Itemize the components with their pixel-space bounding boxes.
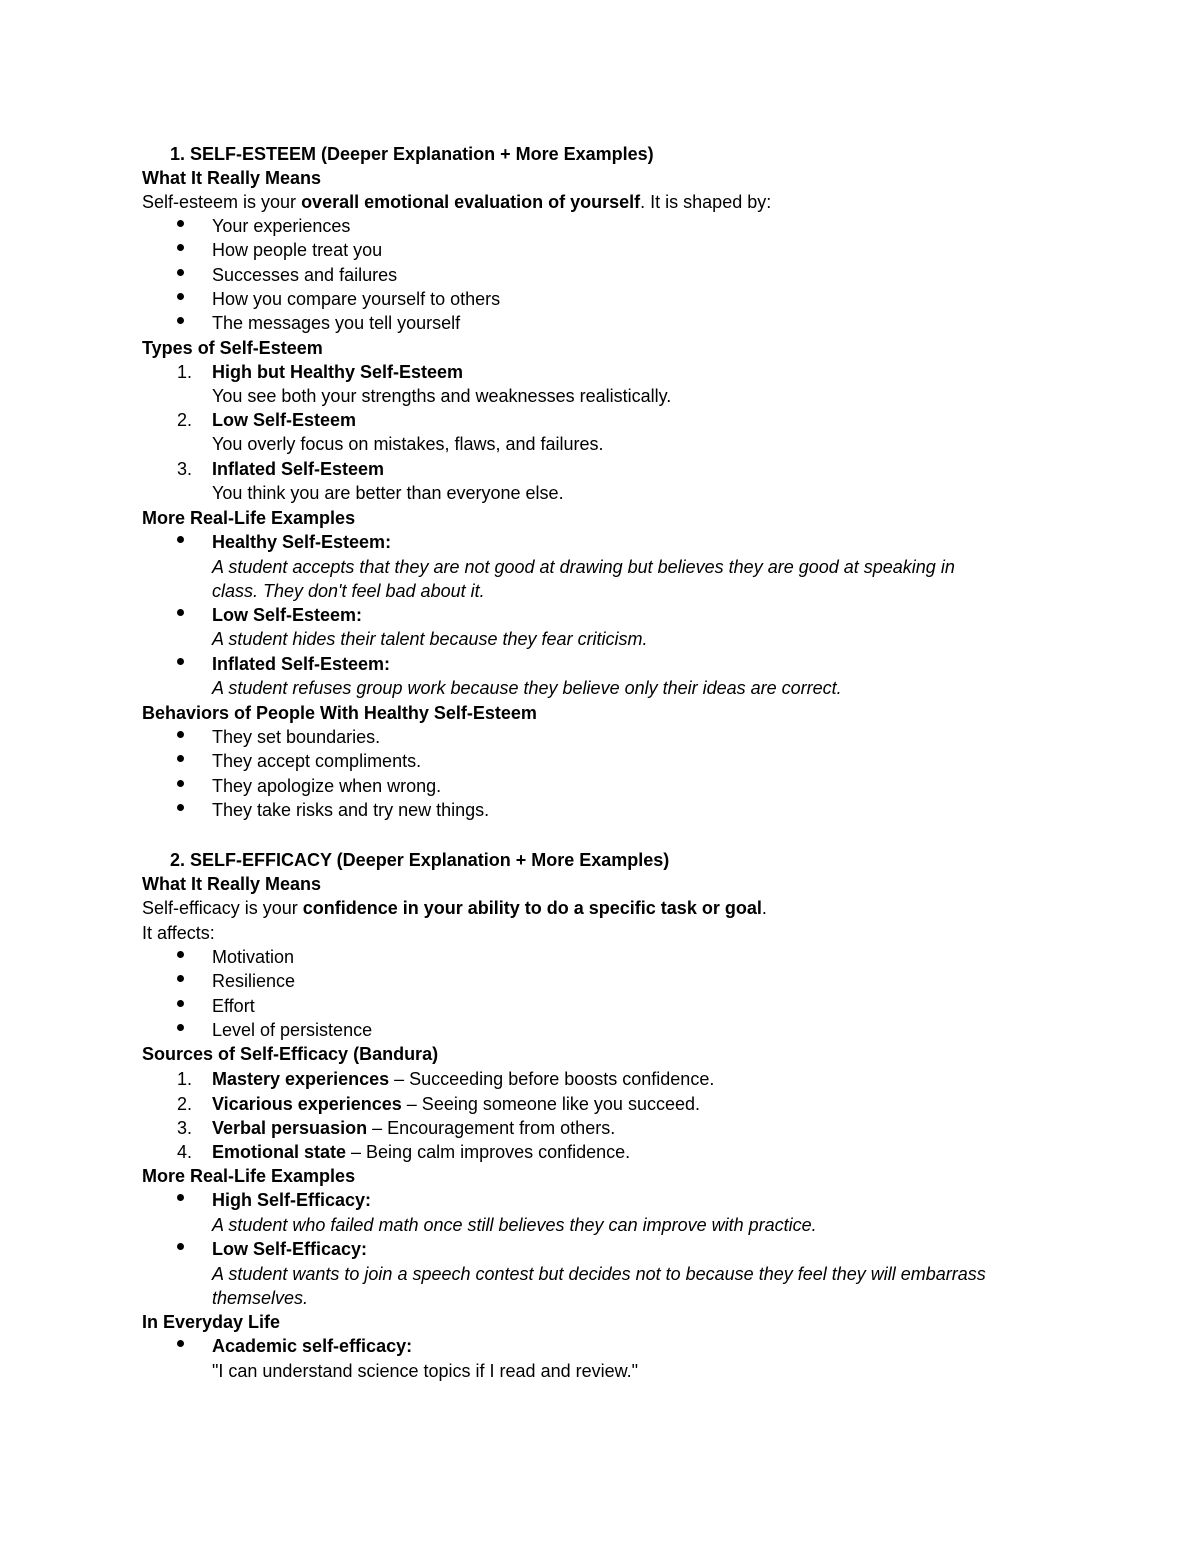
heading-what-it-means: What It Really Means bbox=[142, 168, 322, 188]
definition-text: Self-esteem is your bbox=[142, 192, 302, 212]
list-number: 4. bbox=[177, 1142, 193, 1162]
heading-sources: Sources of Self-Efficacy (Bandura) bbox=[142, 1044, 439, 1064]
list-item: They accept compliments. bbox=[212, 751, 422, 771]
heading-what-it-means: What It Really Means bbox=[142, 874, 322, 894]
type-name: High but Healthy Self-Esteem bbox=[212, 362, 464, 382]
bullet-icon bbox=[177, 951, 184, 958]
example-text: A student wants to join a speech contest but decides not to because they feel they will embarrass bbox=[212, 1264, 986, 1284]
definition-text: Self-efficacy is your bbox=[142, 898, 303, 918]
type-description: You think you are better than everyone else. bbox=[212, 483, 564, 503]
list-item: Motivation bbox=[212, 947, 295, 967]
definition-self-esteem bbox=[142, 190, 771, 214]
example-label: Low Self-Efficacy: bbox=[212, 1239, 368, 1259]
example-label: Inflated Self-Esteem: bbox=[212, 654, 391, 674]
example-text: class. They don't feel bad about it. bbox=[212, 581, 485, 601]
list-number: 3. bbox=[177, 1118, 193, 1138]
source-description: – Being calm improves confidence. bbox=[346, 1142, 631, 1162]
example-text: themselves. bbox=[212, 1288, 309, 1308]
type-name: Low Self-Esteem bbox=[212, 410, 357, 430]
bullet-icon bbox=[177, 1340, 184, 1347]
definition-emphasis: confidence in your ability to do a specific task or goal bbox=[302, 898, 762, 918]
bullet-icon bbox=[177, 780, 184, 787]
example-label: High Self-Efficacy: bbox=[212, 1190, 372, 1210]
bullet-icon bbox=[177, 1243, 184, 1250]
example-label: Healthy Self-Esteem: bbox=[212, 532, 392, 552]
list-item: Resilience bbox=[212, 971, 296, 991]
definition-emphasis: overall emotional evaluation of yourself bbox=[301, 192, 641, 212]
heading-examples: More Real-Life Examples bbox=[142, 1166, 356, 1186]
type-description: You overly focus on mistakes, flaws, and failures. bbox=[212, 434, 604, 454]
list-item: They take risks and try new things. bbox=[212, 800, 490, 820]
source-item bbox=[212, 1092, 700, 1116]
list-item: How you compare yourself to others bbox=[212, 289, 501, 309]
source-description: – Seeing someone like you succeed. bbox=[401, 1094, 700, 1114]
bullet-icon bbox=[177, 609, 184, 616]
bullet-icon bbox=[177, 1024, 184, 1031]
bullet-icon bbox=[177, 293, 184, 300]
source-name: Emotional state bbox=[212, 1142, 347, 1162]
example-text: A student hides their talent because they fear criticism. bbox=[212, 629, 648, 649]
everyday-quote: "I can understand science topics if I read and review." bbox=[212, 1361, 639, 1381]
bullet-icon bbox=[177, 536, 184, 543]
section-title-self-efficacy: 2. SELF-EFFICACY (Deeper Explanation + More Examples) bbox=[170, 850, 670, 870]
bullet-icon bbox=[177, 269, 184, 276]
type-name: Inflated Self-Esteem bbox=[212, 459, 385, 479]
source-item bbox=[212, 1140, 630, 1164]
example-text: A student who failed math once still believes they can improve with practice. bbox=[212, 1215, 817, 1235]
bullet-icon bbox=[177, 244, 184, 251]
list-item: The messages you tell yourself bbox=[212, 313, 461, 333]
everyday-label: Academic self-efficacy: bbox=[212, 1336, 413, 1356]
definition-self-efficacy bbox=[142, 896, 767, 920]
list-number: 2. bbox=[177, 410, 193, 430]
bullet-icon bbox=[177, 1000, 184, 1007]
definition-text: . It is shaped by: bbox=[640, 192, 772, 212]
list-number: 2. bbox=[177, 1094, 193, 1114]
bullet-icon bbox=[177, 975, 184, 982]
source-description: – Succeeding before boosts confidence. bbox=[389, 1069, 715, 1089]
list-item: Level of persistence bbox=[212, 1020, 373, 1040]
list-item: They apologize when wrong. bbox=[212, 776, 442, 796]
bullet-icon bbox=[177, 755, 184, 762]
type-description: You see both your strengths and weaknesses realistically. bbox=[212, 386, 672, 406]
example-text: A student refuses group work because they believe only their ideas are correct. bbox=[212, 678, 842, 698]
source-item bbox=[212, 1116, 615, 1140]
example-label: Low Self-Esteem: bbox=[212, 605, 363, 625]
heading-behaviors: Behaviors of People With Healthy Self-Esteem bbox=[142, 703, 537, 723]
bullet-icon bbox=[177, 731, 184, 738]
bullet-icon bbox=[177, 220, 184, 227]
heading-types: Types of Self-Esteem bbox=[142, 338, 323, 358]
heading-examples: More Real-Life Examples bbox=[142, 508, 356, 528]
source-item bbox=[212, 1067, 714, 1091]
list-item: Your experiences bbox=[212, 216, 351, 236]
source-name: Vicarious experiences bbox=[212, 1094, 402, 1114]
list-number: 3. bbox=[177, 459, 193, 479]
list-item: They set boundaries. bbox=[212, 727, 381, 747]
list-item: How people treat you bbox=[212, 240, 383, 260]
list-number: 1. bbox=[177, 362, 193, 382]
example-text: A student accepts that they are not good at drawing but believes they are good at speaking in bbox=[212, 557, 955, 577]
heading-everyday-life: In Everyday Life bbox=[142, 1312, 281, 1332]
bullet-icon bbox=[177, 658, 184, 665]
section-title-self-esteem: 1. SELF-ESTEEM (Deeper Explanation + More Examples) bbox=[170, 144, 654, 164]
bullet-icon bbox=[177, 804, 184, 811]
list-number: 1. bbox=[177, 1069, 193, 1089]
list-item: Successes and failures bbox=[212, 265, 398, 285]
bullet-icon bbox=[177, 1194, 184, 1201]
source-description: – Encouragement from others. bbox=[367, 1118, 616, 1138]
affects-intro: It affects: bbox=[142, 923, 215, 943]
source-name: Mastery experiences bbox=[212, 1069, 390, 1089]
source-name: Verbal persuasion bbox=[212, 1118, 368, 1138]
list-item: Effort bbox=[212, 996, 255, 1016]
bullet-icon bbox=[177, 317, 184, 324]
definition-text: . bbox=[761, 898, 767, 918]
